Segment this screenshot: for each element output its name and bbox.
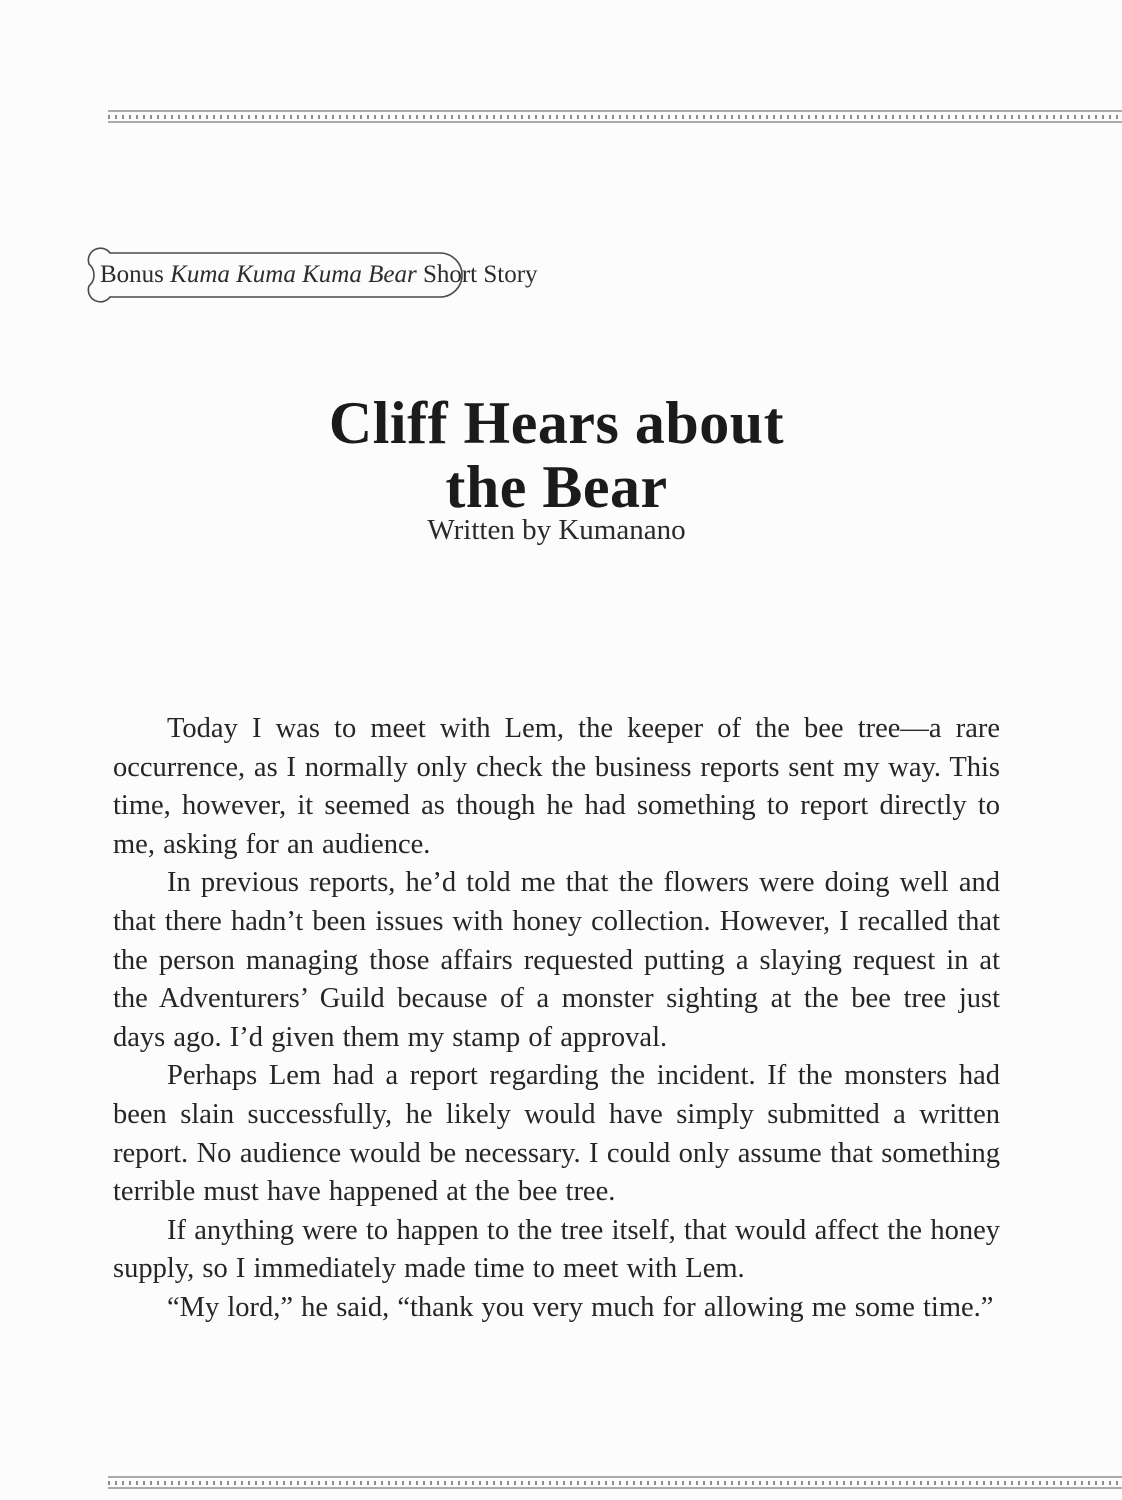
bonus-story-badge (84, 246, 538, 304)
story-paragraph: Today I was to meet with Lem, the keeper of the bee tree—a rare occurrence, as I normally only check the business reports sent my way. This time, however, it seemed as though he had something to report directly to me, asking for an audience. (113, 713, 1000, 860)
byline: Written by Kumanano (427, 514, 686, 546)
story-paragraph: Perhaps Lem had a report regarding the incident. If the monsters had been slain successfully, he likely would have simply submitted a written report. No audience would be necessary. I could only assume that something terrible must have happened at the bee tree. (113, 1060, 1000, 1208)
top-ornamental-rule (108, 110, 1122, 123)
bottom-ornamental-rule (108, 1476, 1122, 1489)
badge-label-suffix: Short Story (416, 261, 538, 288)
badge-label (100, 246, 538, 304)
story-body (113, 710, 1000, 1328)
page-title-line1: Cliff Hears about (328, 390, 785, 457)
badge-label-prefix: Bonus (100, 261, 171, 288)
page-title-line2: the Bear (445, 454, 668, 521)
badge-series-title: Kuma Kuma Kuma Bear (170, 261, 417, 288)
story-paragraph: “My lord,” he said, “thank you very much for allowing me some time.” (167, 1291, 994, 1323)
page-title (113, 391, 1000, 519)
story-paragraph: If anything were to happen to the tree itself, that would affect the honey supply, so I immediately made time to meet with Lem. (113, 1214, 1000, 1285)
story-paragraph: In previous reports, he’d told me that the flowers were doing well and that there hadn’t been issues with honey collection. However, I recalled that the person managing those affairs requested putting a slaying request in at the Adventurers’ Guild because of a monster sighting at the bee tree just days ago. I’d given them my stamp of approval. (113, 867, 1000, 1053)
